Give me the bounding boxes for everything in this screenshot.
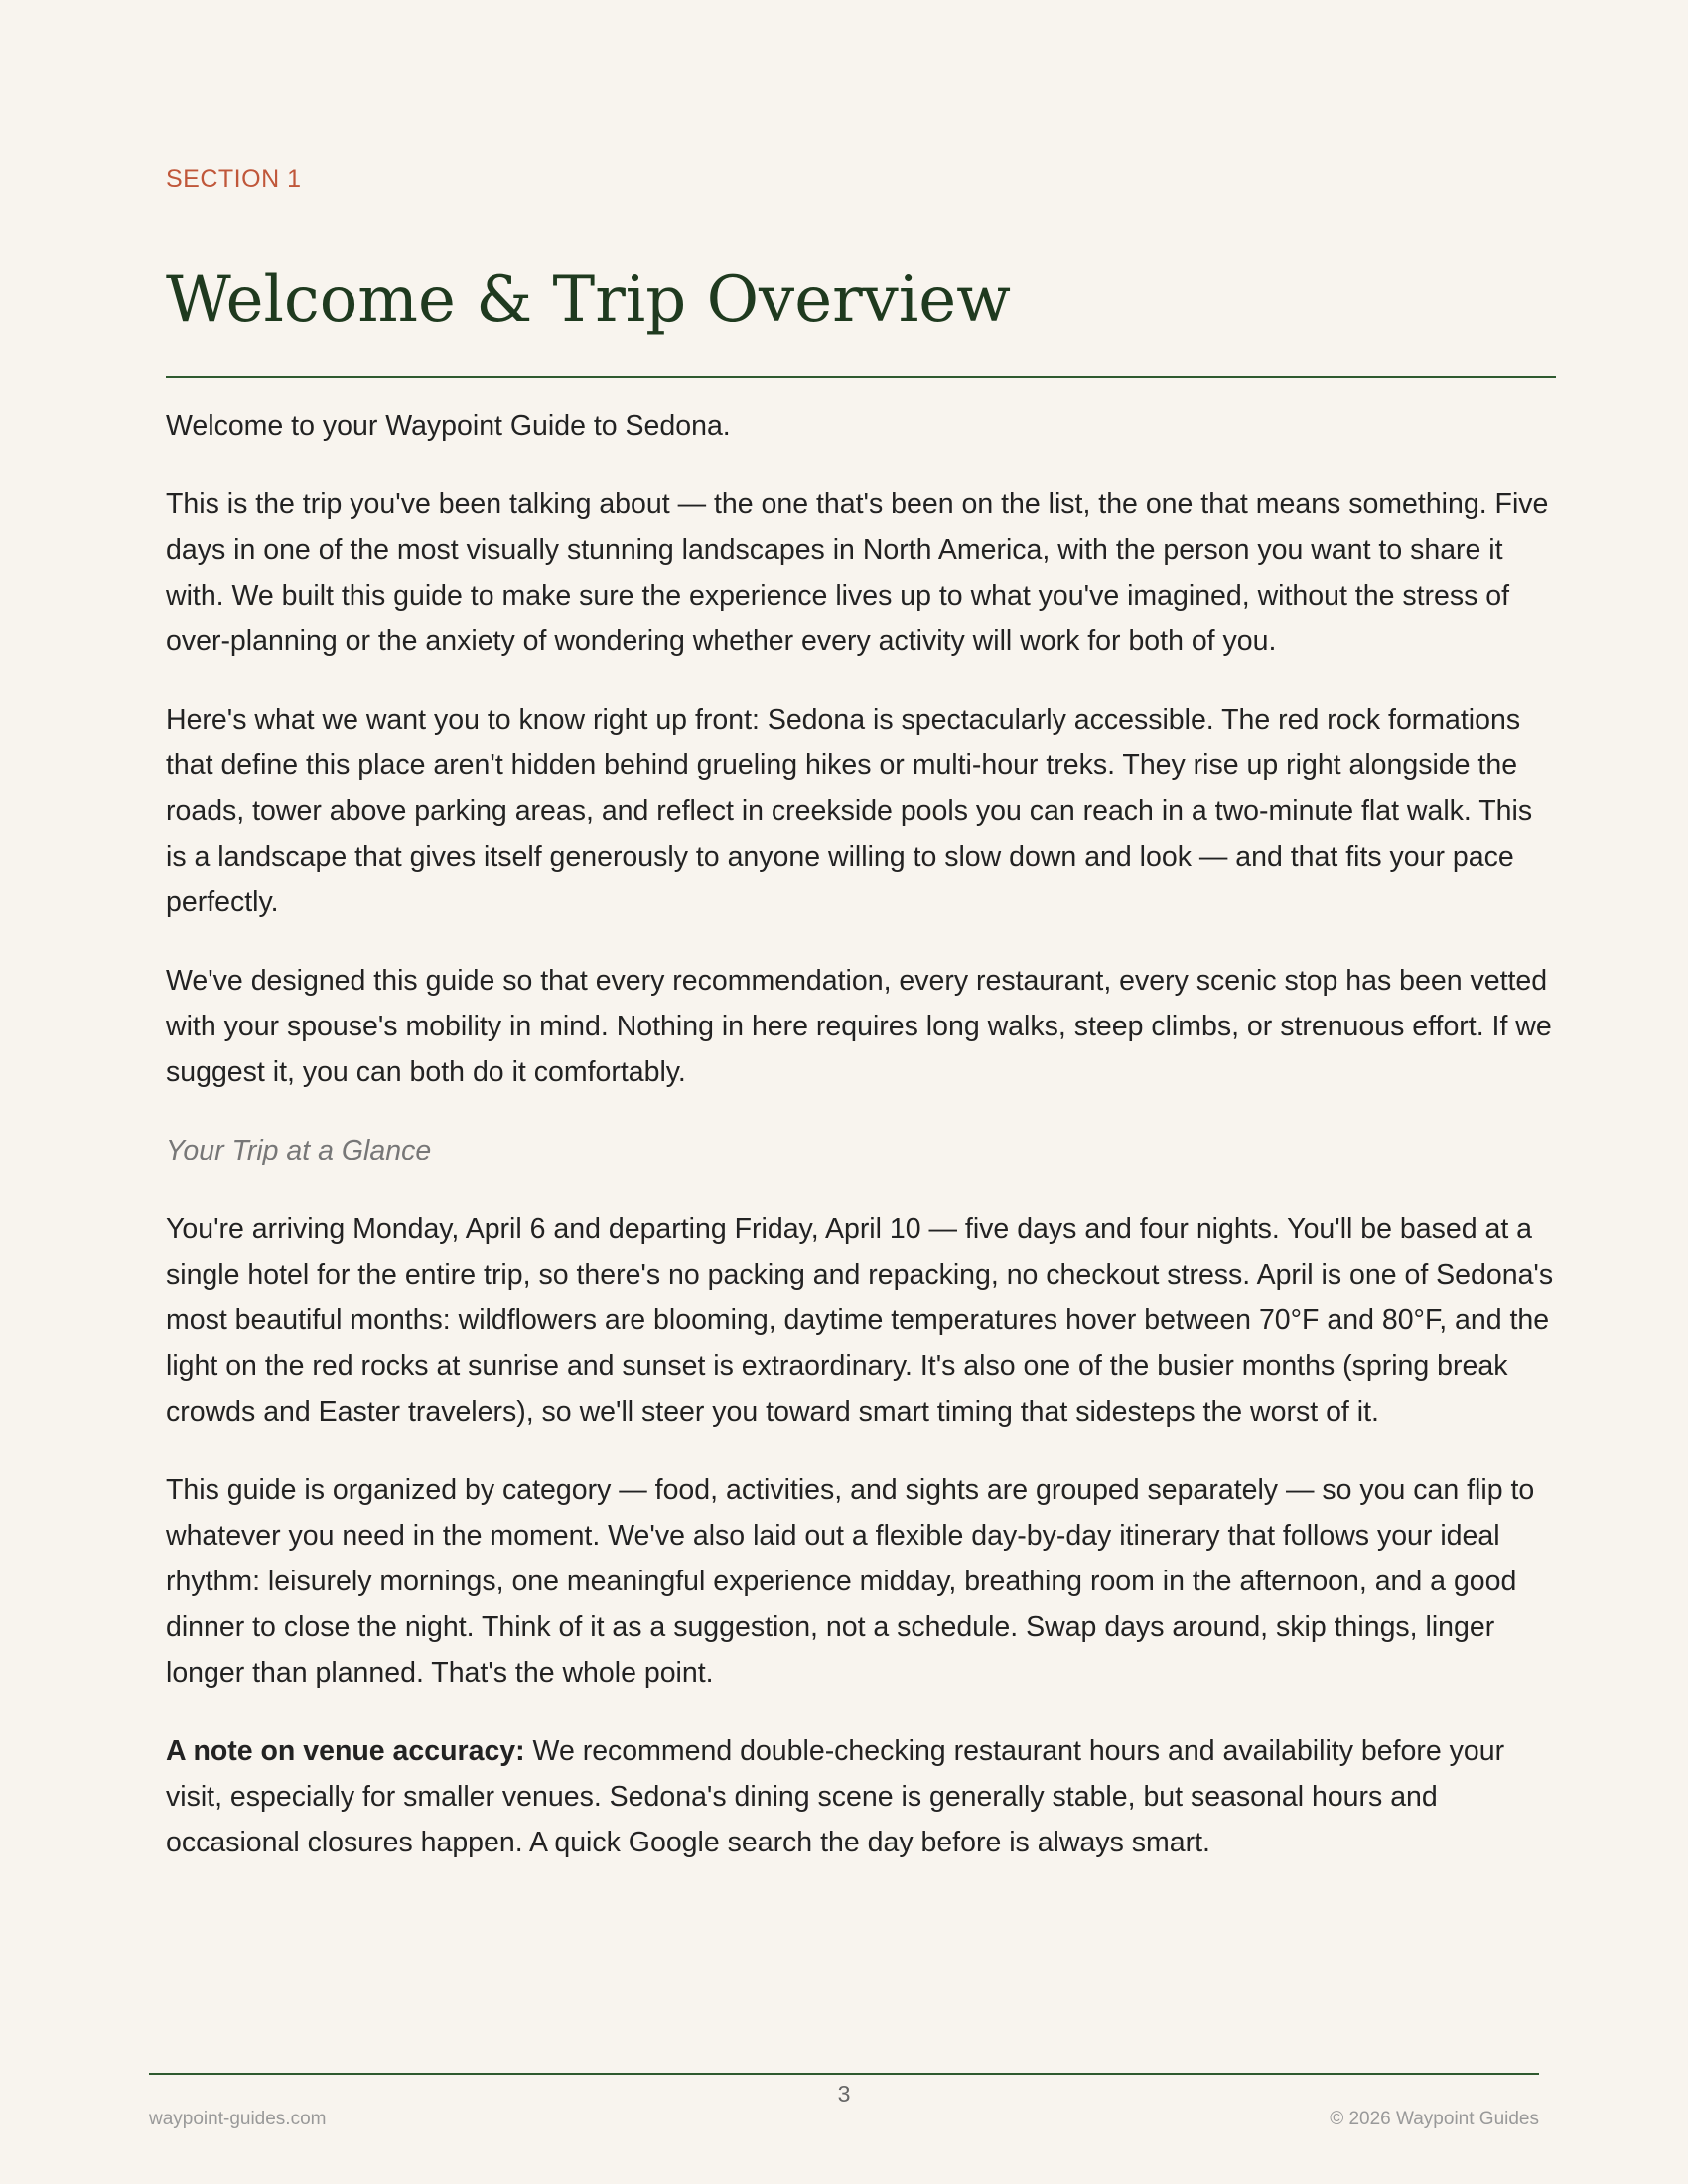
- footer-copyright: © 2026 Waypoint Guides: [1330, 2109, 1539, 2129]
- paragraph-guide-organization: This guide is organized by category — food, activities, and sights are grouped separately — so you can flip to whatever you need in the moment. We've also laid out a flexible day-by-day itinerary that follows your ideal rhythm: leisurely mornings, one meaningful experience midday, breathing room in the afternoon, and a good dinner to close the night. Think of it as a suggestion, not a schedule. Swap days around, skip things, linger longer than planned. That's the whole point.: [166, 1474, 1535, 1689]
- page-title: Welcome & Trip Overview: [166, 263, 1011, 337]
- paragraph-welcome: Welcome to your Waypoint Guide to Sedona.: [166, 410, 731, 442]
- venue-note-text: We recommend double-checking restaurant hours and availability before your visit, especially for smaller venues. Sedona's dining scene is generally stable, but seasonal hours and occasional closures happen. A quick Google search the day before is always smart.: [166, 1735, 1505, 1858]
- page-number: 3: [837, 2081, 851, 2107]
- subheading-trip-glance: Your Trip at a Glance: [166, 1135, 432, 1166]
- footer-website: waypoint-guides.com: [149, 2109, 327, 2129]
- footer-divider: [149, 2073, 1539, 2075]
- paragraph-accessibility: Here's what we want you to know right up front: Sedona is spectacularly accessible. The red rock formations that define this place aren't hidden behind grueling hikes or multi-hour treks. They rise up right alongside the roads, tower above parking areas, and reflect in creekside pools you can reach in a two-minute flat walk. This is a landscape that gives itself generously to anyone willing to slow down and look — and that fits your pace perfectly.: [166, 704, 1533, 918]
- title-divider: [166, 376, 1556, 378]
- paragraph-intro: This is the trip you've been talking about — the one that's been on the list, the one that means something. Five days in one of the most visually stunning landscapes in North America, with the person you want to share it with. We built this guide to make sure the experience lives up to what you've imagined, without the stress of over-planning or the anxiety of wondering whether every activity will work for both of you.: [166, 488, 1549, 657]
- paragraph-mobility: We've designed this guide so that every recommendation, every restaurant, every scenic stop has been vetted with your spouse's mobility in mind. Nothing in here requires long walks, steep climbs, or strenuous effort. If we suggest it, you can both do it comfortably.: [166, 965, 1552, 1088]
- paragraph-trip-dates: You're arriving Monday, April 6 and departing Friday, April 10 — five days and four nights. You'll be based at a single hotel for the entire trip, so there's no packing and repacking, no checkout stress. April is one of Sedona's most beautiful months: wildflowers are blooming, daytime temperatures hover between 70°F and 80°F, and the light on the red rocks at sunrise and sunset is extraordinary. It's also one of the busier months (spring break crowds and Easter travelers), so we'll steer you toward smart timing that sidesteps the worst of it.: [166, 1213, 1554, 1428]
- section-label: SECTION 1: [166, 165, 302, 193]
- body-text: [166, 403, 1556, 1898]
- venue-note-label: A note on venue accuracy:: [166, 1735, 525, 1767]
- paragraph-venue-note: [166, 1728, 1556, 1865]
